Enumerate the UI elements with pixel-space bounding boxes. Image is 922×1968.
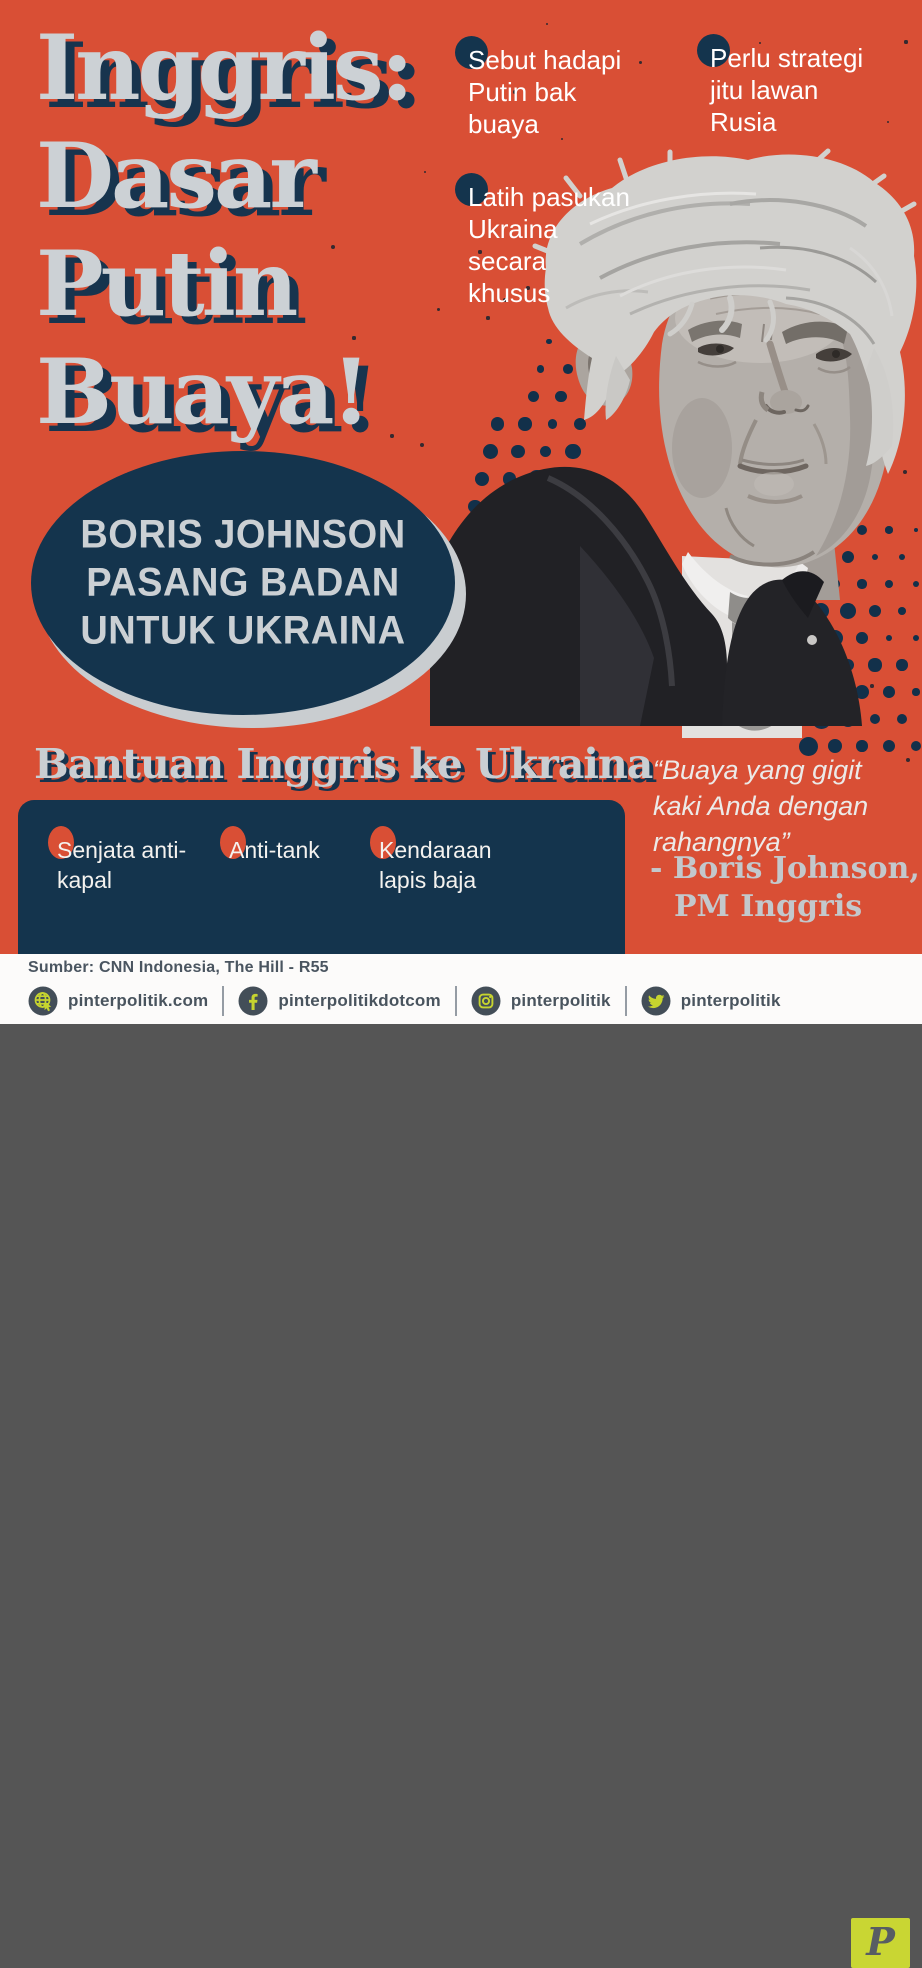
bullet-text: Sebut hadapi Putin bak buaya <box>468 45 622 139</box>
bullet-perlu-strategi <box>697 34 863 138</box>
badge-text: BORIS JOHNSON PASANG BADAN UNTUK UKRAINA <box>80 513 406 653</box>
divider <box>625 986 627 1016</box>
aid-item-text: Anti-tank <box>229 837 320 863</box>
aid-item-senjata <box>48 826 186 895</box>
source-text: Sumber: CNN Indonesia, The Hill - R55 <box>28 959 329 976</box>
aid-item-kendaraan <box>370 826 492 895</box>
social-label: pinterpolitik <box>680 991 781 1010</box>
pinterpolitik-logo <box>851 1918 910 1968</box>
divider <box>455 986 457 1016</box>
bullet-sebut-hadapi <box>455 36 621 140</box>
social-website <box>28 986 208 1016</box>
quote-text: “Buaya yang gigit kaki Anda dengan rahangnya” <box>653 755 869 857</box>
social-instagram <box>471 986 611 1016</box>
footer-bar <box>0 954 922 1964</box>
bullet-latih-pasukan <box>455 173 630 309</box>
bullet-text: Perlu strategi jitu lawan Rusia <box>710 43 864 137</box>
logo-letter: P <box>866 1918 895 1964</box>
globe-icon <box>28 986 58 1016</box>
social-label: pinterpolitik <box>510 991 611 1010</box>
bullet-text: Latih pasukan Ukraina secara khusus <box>468 182 630 308</box>
section-heading: Bantuan Inggris ke Ukraina <box>34 740 653 788</box>
aid-box <box>18 800 625 954</box>
aid-item-anti-tank <box>220 826 320 865</box>
aid-item-text: Kendaraan lapis baja <box>379 837 492 893</box>
badge-ellipse <box>31 451 455 715</box>
social-facebook <box>238 986 440 1016</box>
social-twitter <box>641 986 781 1016</box>
quote-attribution: - Boris Johnson, PM Inggris <box>650 851 920 924</box>
social-label: pinterpolitik.com <box>68 991 209 1010</box>
divider <box>222 986 224 1016</box>
facebook-icon <box>238 986 268 1016</box>
twitter-icon <box>641 986 671 1016</box>
social-row <box>28 986 781 1016</box>
instagram-icon <box>471 986 501 1016</box>
headline: Inggris: Dasar Putin Buaya! <box>36 15 411 445</box>
aid-item-text: Senjata anti- kapal <box>57 837 187 893</box>
social-label: pinterpolitikdotcom <box>278 991 441 1010</box>
